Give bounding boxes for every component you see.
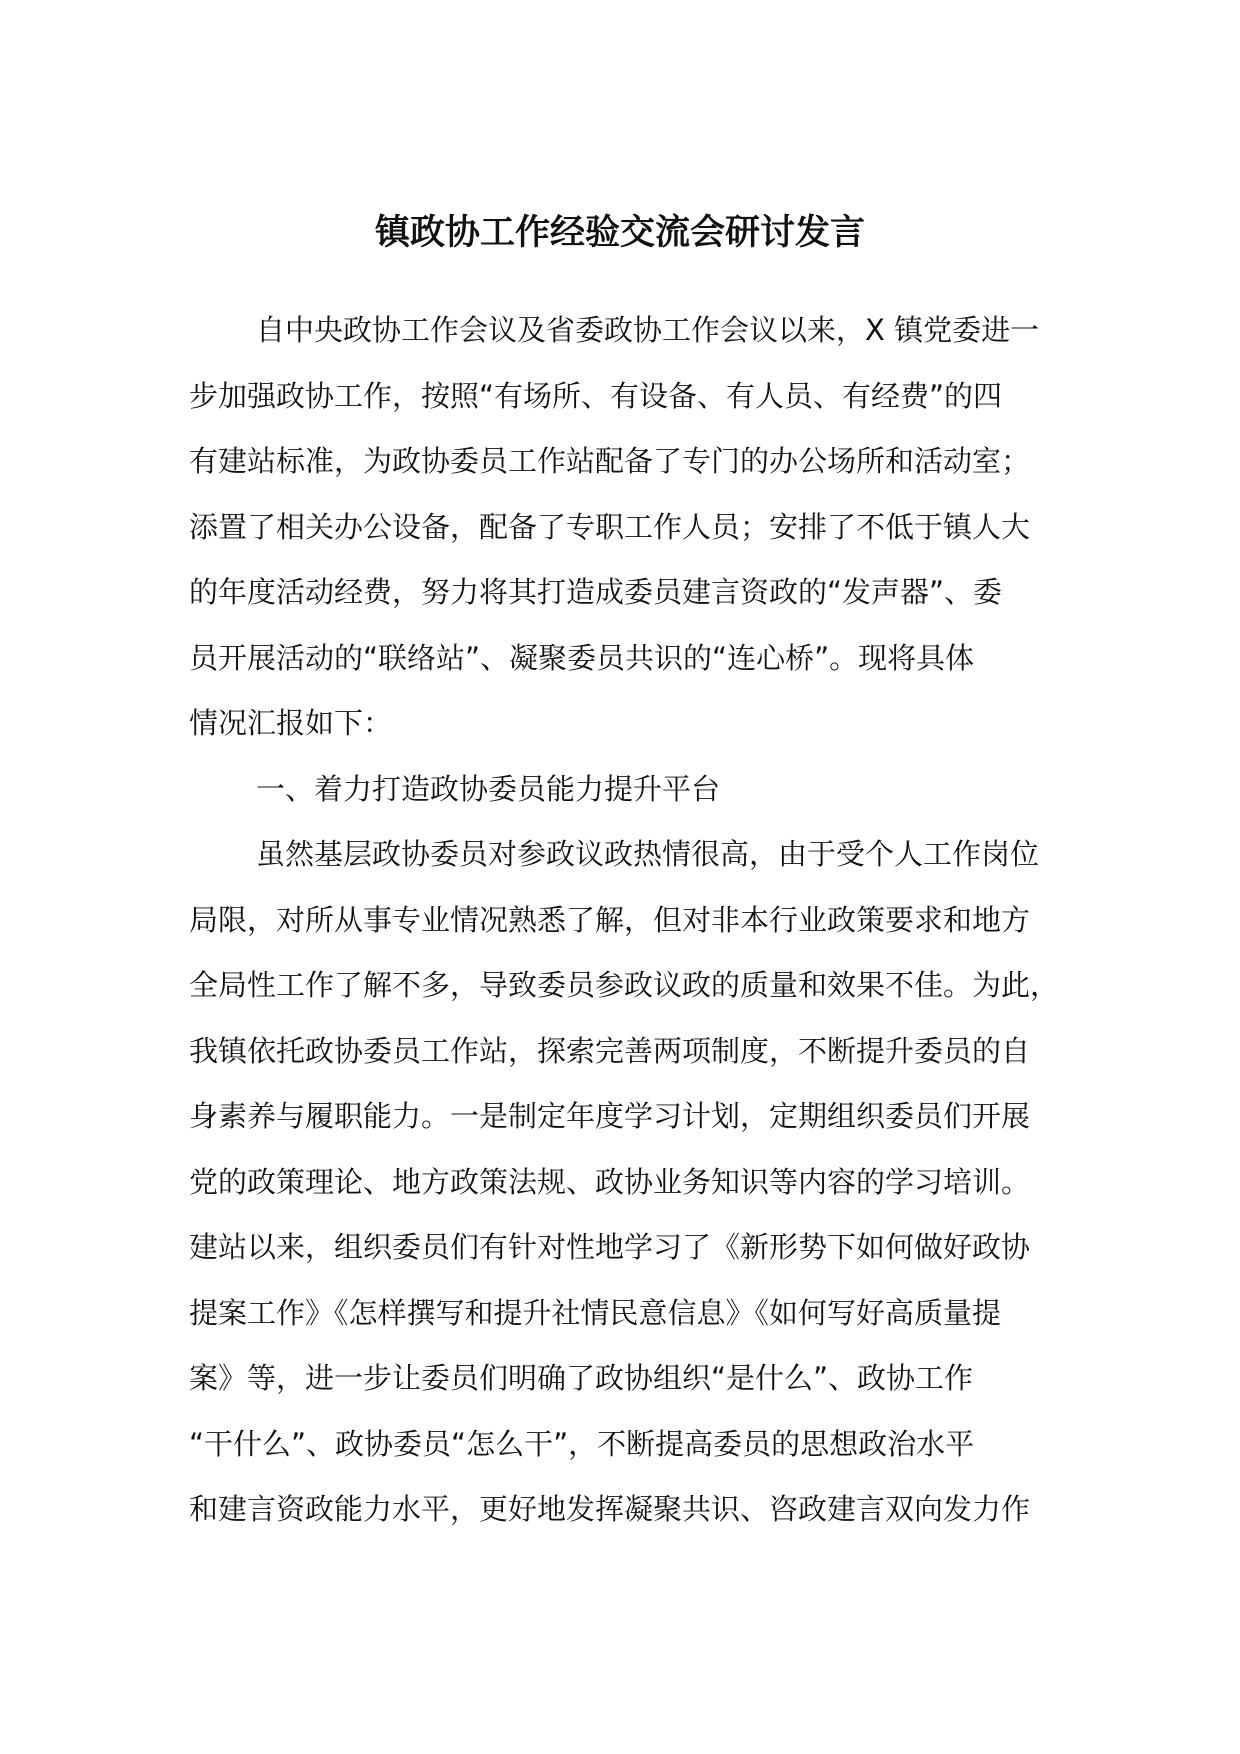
body-text-line: 案》等，进一步让委员们明确了政协组织“是什么”、政协工作 — [189, 1361, 974, 1395]
document-body — [189, 298, 1069, 1543]
body-text-line: 局限，对所从事专业情况熟悉了解，但对非本行业政策要求和地方 — [189, 902, 1031, 937]
body-text-line: 建站以来，组织委员们有针对性地学习了《新形势下如何做好政协 — [189, 1230, 1031, 1264]
body-text-line: 我镇依托政协委员工作站，探索完善两项制度，不断提升委员的自 — [189, 1033, 1031, 1068]
body-text-line: 自中央政协工作会议及省委政协工作会议以来，X 镇党委进一 — [256, 313, 1040, 347]
body-text-line: 虽然基层政协委员对参政议政热情很高，由于受个人工作岗位 — [256, 837, 1040, 871]
body-text-line: 和建言资政能力水平，更好地发挥凝聚共识、咨政建言双向发力作 — [189, 1492, 1031, 1526]
body-text-line: 身素养与履职能力。一是制定年度学习计划，定期组织委员们开展 — [189, 1099, 1031, 1133]
body-text-line: “干什么”、政协委员“怎么干”，不断提高委员的思想政治水平 — [189, 1426, 975, 1461]
body-text-line: 情况汇报如下： — [189, 706, 393, 740]
body-text-line: 步加强政协工作，按照“有场所、有设备、有人员、有经费”的四 — [189, 378, 1003, 413]
body-text-line: 的年度活动经费，努力将其打造成委员建言资政的“发声器”、委 — [189, 575, 1003, 609]
body-text-line: 党的政策理论、地方政策法规、政协业务知识等内容的学习培训。 — [189, 1164, 1031, 1199]
document-title: 镇政协工作经验交流会研讨发言 — [374, 213, 865, 253]
body-text-line: 有建站标准，为政协委员工作站配备了专门的办公场所和活动室； — [189, 444, 1031, 478]
body-text-line: 添置了相关办公设备，配备了专职工作人员；安排了不低于镇人大 — [189, 509, 1031, 544]
body-text-line: 员开展活动的“联络站”、凝聚委员共识的“连心桥”。现将具体 — [189, 640, 975, 675]
body-text-line: 提案工作》《怎样撰写和提升社情民意信息》《如何写好高质量提 — [189, 1295, 1002, 1330]
body-text-line: 一、着力打造政协委员能力提升平台 — [256, 771, 721, 806]
body-text-line: 全局性工作了解不多，导致委员参政议政的质量和效果不佳。为此， — [189, 968, 1060, 1002]
